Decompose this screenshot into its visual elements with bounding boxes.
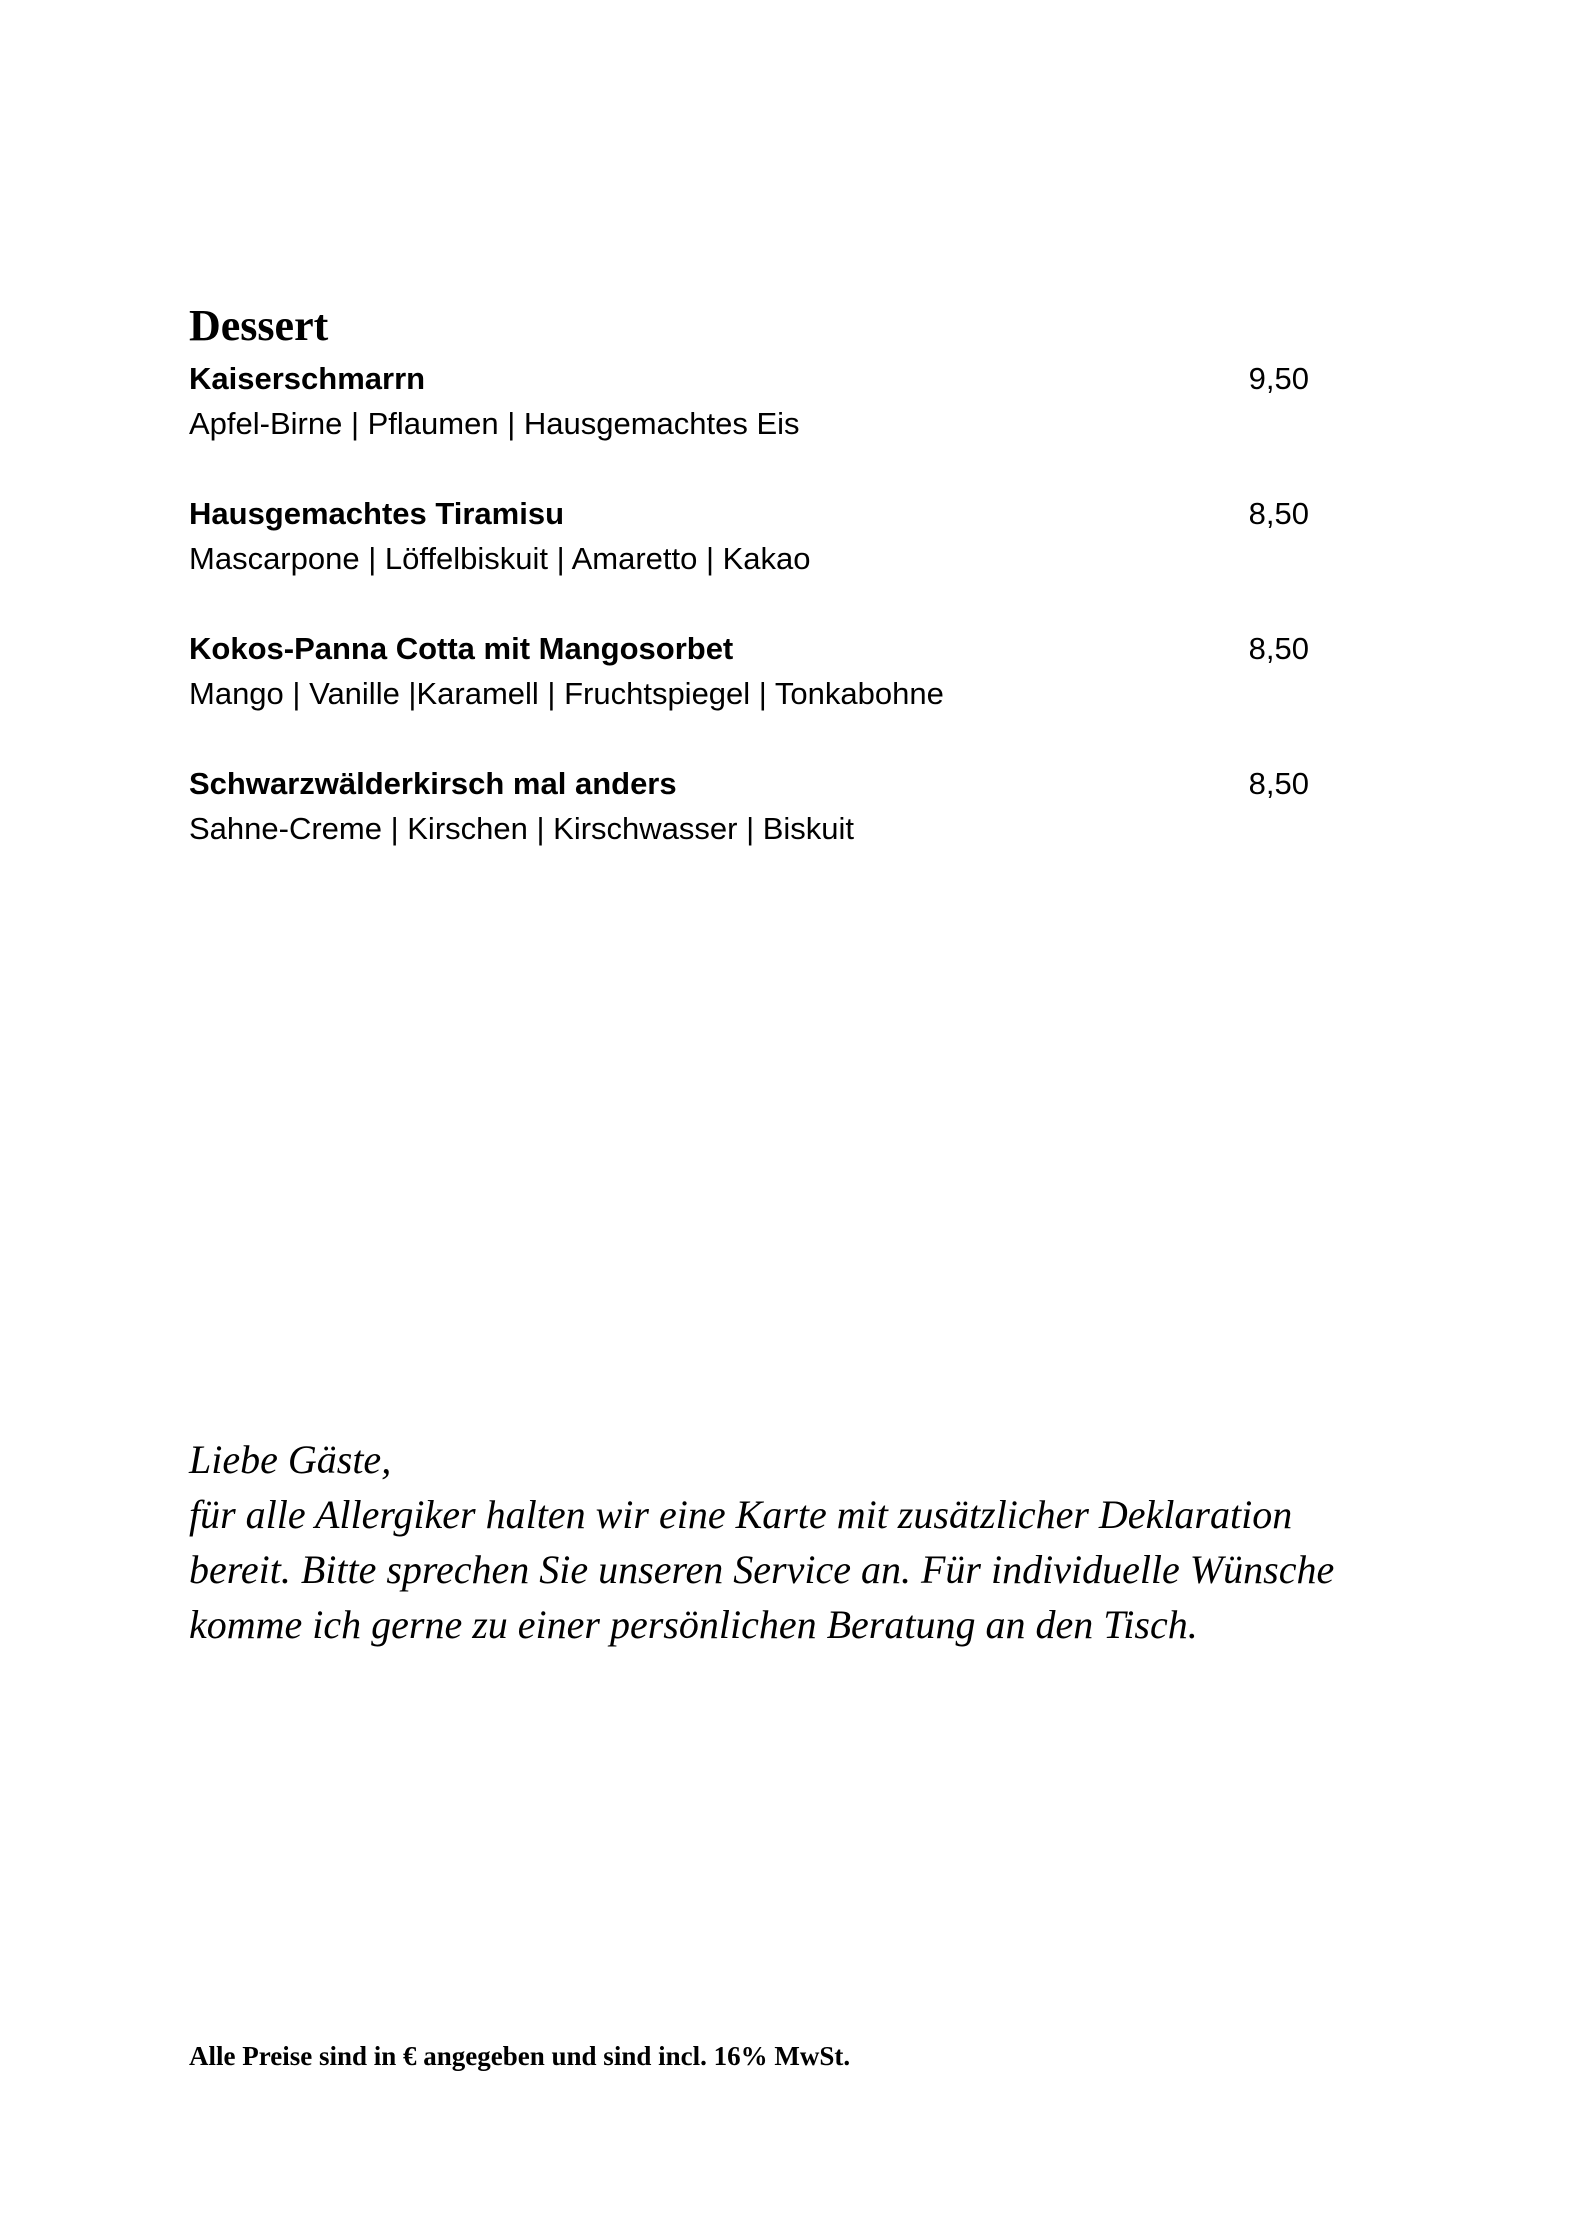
- notice-greeting: Liebe Gäste,: [189, 1437, 392, 1482]
- price-note: Alle Preise sind in € angegeben und sind incl. 16% MwSt.: [189, 2041, 851, 2071]
- menu-item-price: 8,50: [1248, 496, 1309, 531]
- menu-item-row: [189, 626, 1309, 671]
- menu-item: [189, 761, 1309, 851]
- menu-item: [189, 491, 1309, 581]
- menu-item-price: 8,50: [1248, 631, 1309, 666]
- menu-item-price: 9,50: [1248, 361, 1309, 396]
- menu-item-name: Kaiserschmarrn: [189, 361, 426, 396]
- notice-text: für alle Allergiker halten wir eine Karte mit zusätzlicher Deklaration bereit. Bitte sprechen Sie unseren Service an. Für individuelle Wünsche komme ich gerne zu einer persönlichen Beratung an den Tisch.: [189, 1492, 1335, 1647]
- menu-item: [189, 626, 1309, 716]
- menu-item-row: [189, 491, 1309, 536]
- menu-heading: Dessert: [189, 301, 329, 350]
- menu-item-row: [189, 761, 1309, 806]
- menu-item-name: Hausgemachtes Tiramisu: [189, 496, 565, 531]
- menu-item-price: 8,50: [1248, 766, 1309, 801]
- menu-item-description: Apfel-Birne | Pflaumen | Hausgemachtes Eis: [189, 406, 800, 441]
- menu-item-description: Mascarpone | Löffelbiskuit | Amaretto | Kakao: [189, 541, 811, 576]
- menu-item-description: Mango | Vanille |Karamell | Fruchtspiegel | Tonkabohne: [189, 676, 944, 711]
- menu-item-name: Kokos-Panna Cotta mit Mangosorbet: [189, 631, 734, 666]
- menu-item-name: Schwarzwälderkirsch mal anders: [189, 766, 677, 801]
- allergy-notice: [189, 1432, 1339, 1652]
- menu-item-description: Sahne-Creme | Kirschen | Kirschwasser | Biskuit: [189, 811, 855, 846]
- menu-item: [189, 356, 1309, 446]
- dessert-menu: [189, 296, 1309, 896]
- menu-item-row: [189, 356, 1309, 401]
